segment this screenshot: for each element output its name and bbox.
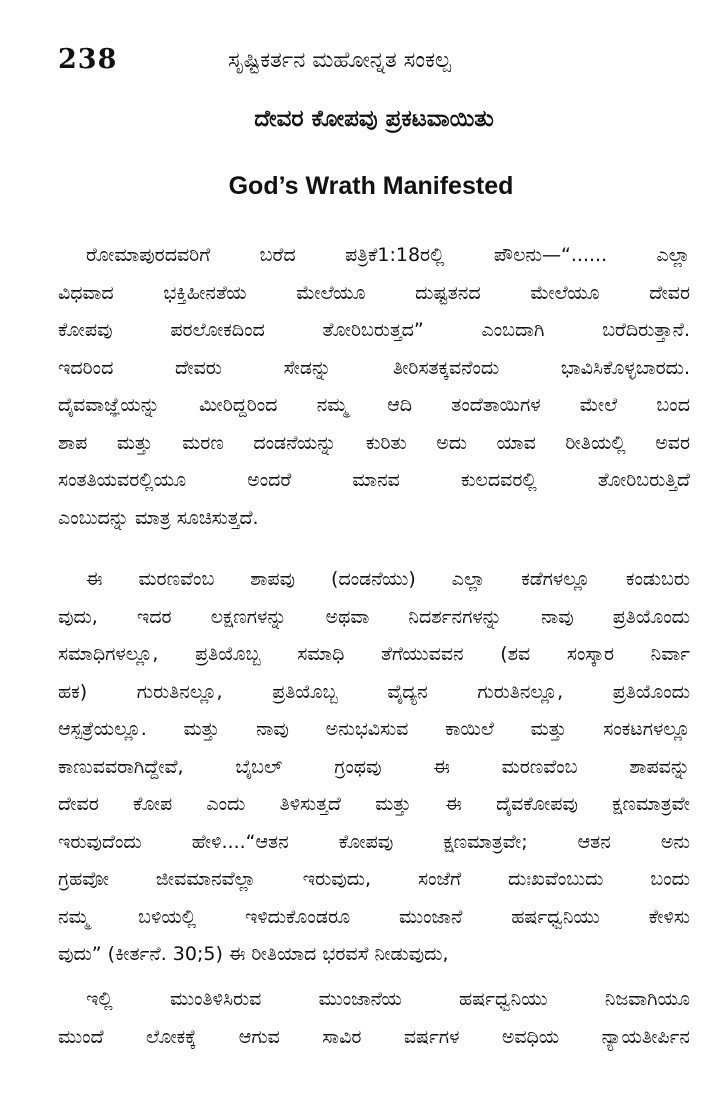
paragraph-line: ಹಕ) ಗುರುತಿನಲ್ಲೂ, ಪ್ರತಿಯೊಬ್ಬ ವೈದ್ಯನ ಗುರುತಿನಲ್ಲೂ, ಪ್ರತಿಯೊಂದು — [58, 680, 690, 703]
paragraph-line: ರೋಮಾಪುರದವರಿಗೆ ಬರೆದ ಪತ್ರಿಕೆ1:18ರಲ್ಲಿ ಪೌಲನು—“...... ಎಲ್ಲಾ — [86, 244, 690, 266]
paragraph-line: ವಿಧವಾದ ಭಕ್ತಿಹೀನತೆಯ ಮೇಲೆಯೂ ದುಷ್ಟತನದ ಮೇಲೆಯೂ ದೇವರ — [58, 281, 690, 304]
paragraph-line: ಸಮಾಧಿಗಳಲ್ಲೂ, ಪ್ರತಿಯೊಬ್ಬ ಸಮಾಧಿ ತೆಗೆಯುವವನ (ಶವ ಸಂಸ್ಕಾರ ನಿರ್ವಾ — [58, 643, 690, 665]
paragraph-line: ಇದರಿಂದ ದೇವರು ಸೇಡನ್ನು ತೀರಿಸತಕ್ಕವನೆಂದು ಭಾವಿಸಿಕೊಳ್ಳಬಾರದು. — [58, 356, 690, 379]
paragraph-2 — [58, 561, 690, 974]
paragraph-line: ಮುಂದೆ ಲೋಕಕ್ಕೆ ಆಗುವ ಸಾವಿರ ವರ್ಷಗಳ ಅವಧಿಯ ನ್ಯಾಯತೀರ್ಪಿನ — [58, 1025, 690, 1048]
paragraph-line: ದೇವರ ಕೋಪ ಎಂದು ತಿಳಿಸುತ್ತದೆ ಮತ್ತು ಈ ದೈವಕೋಪವು ಕ್ಷಣಮಾತ್ರವೇ — [58, 793, 690, 815]
paragraph-line: ಇರುವುದೆಂದು ಹೇಳಿ....“ಆತನ ಕೋಪವು ಕ್ಷಣಮಾತ್ರವೇ; ಆತನ ಅನು — [58, 830, 690, 853]
paragraph-line: ಕಾಣುವವರಾಗಿದ್ದೇವೆ, ಬೈಬಲ್ ಗ್ರಂಥವು ಈ ಮರಣವೆಂಬ ಶಾಪವನ್ನು — [58, 755, 690, 778]
page-number: 238 — [58, 44, 118, 75]
section-title-english: God’s Wrath Manifested — [228, 172, 514, 200]
paragraph-line: ಶಾಪ ಮತ್ತು ಮರಣ ದಂಡನೆಯನ್ನು ಕುರಿತು ಅದು ಯಾವ ರೀತಿಯಲ್ಲಿ ಅವರ — [58, 431, 690, 454]
paragraph-line: ಸಂತತಿಯವರಲ್ಲಿಯೂ ಅಂದರೆ ಮಾನವ ಕುಲದವರಲ್ಲಿ ತೋರಿಬರುತ್ತಿದೆ — [58, 469, 690, 491]
paragraph-line: ಕೋಪವು ಪರಲೋಕದಿಂದ ತೋರಿಬರುತ್ತದ” ಎಂಬದಾಗಿ ಬರೆದಿರುತ್ತಾನೆ. — [58, 319, 690, 341]
running-head: ಸೃಷ್ಟಿಕರ್ತನ ಮಹೋನ್ನತ ಸಂಕಲ್ಪ — [228, 48, 451, 73]
paragraph-line: ಇಲ್ಲಿ ಮುಂತಿಳಿಸಿರುವ ಮುಂಜಾನೆಯ ಹರ್ಷಧ್ವನಿಯು ನಿಜವಾಗಿಯೂ — [86, 988, 690, 1010]
paragraph-line: ಎಂಬುದನ್ನು ಮಾತ್ರ ಸೂಚಿಸುತ್ತದೆ. — [58, 506, 259, 529]
section-title-kannada: ದೇವರ ಕೋಪವು ಪ್ರಕಟವಾಯಿತು — [254, 106, 494, 132]
paragraph-line: ವುದು, ಇದರ ಲಕ್ಷಣಗಳನ್ನು ಅಥವಾ ನಿದರ್ಶನಗಳನ್ನು ನಾವು ಪ್ರತಿಯೊಂದು — [58, 605, 690, 628]
paragraph-line: ಗ್ರಹವೋ ಜೀವಮಾನವೆಲ್ಲಾ ಇರುವುದು, ಸಂಜೆಗೆ ದುಃಖವೆಂಬುದು ಬಂದು — [58, 868, 690, 890]
paragraph-line: ಈ ಮರಣವೆಂಬ ಶಾಪವು (ದಂಡನೆಯು) ಎಲ್ಲಾ ಕಡೆಗಳಲ್ಲೂ ಕಂಡುಬರು — [86, 568, 690, 590]
paragraph-3 — [58, 981, 690, 1056]
paragraph-line: ದೈವವಾಜ್ಞೆಯನ್ನು ಮೀರಿದ್ದರಿಂದ ನಮ್ಮ ಆದಿ ತಂದೆತಾಯಿಗಳ ಮೇಲೆ ಬಂದ — [58, 394, 690, 416]
paragraph-1 — [58, 237, 690, 537]
paragraph-line: ಆಸ್ಪತ್ರೆಯಲ್ಲೂ. ಮತ್ತು ನಾವು ಅನುಭವಿಸುವ ಕಾಯಿಲೆ ಮತ್ತು ಸಂಕಟಗಳಲ್ಲೂ — [58, 718, 690, 740]
paragraph-line: ವುದು” (ಕೀರ್ತನೆ. 30;5) ಈ ರೀತಿಯಾದ ಭರವಸೆ ನೀಡುವುದು, — [58, 943, 449, 965]
paragraph-line: ನಮ್ಮ ಬಳಿಯಲ್ಲಿ ಇಳಿದುಕೊಂಡರೂ ಮುಂಜಾನೆ ಹರ್ಷಧ್ವನಿಯು ಕೇಳಿಸು — [58, 905, 690, 928]
